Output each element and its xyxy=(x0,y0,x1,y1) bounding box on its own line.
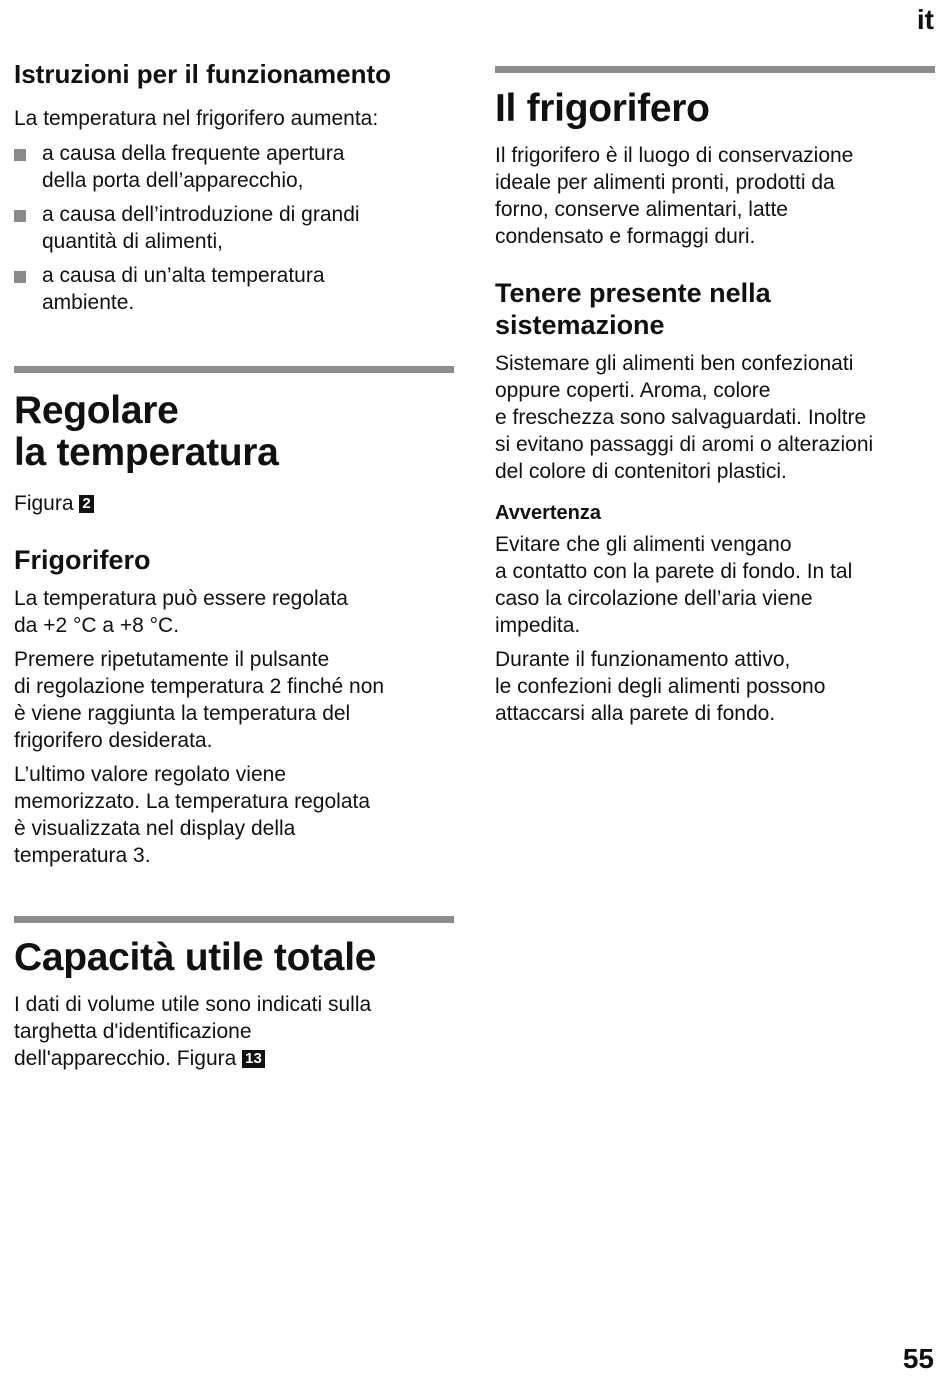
paragraph xyxy=(495,142,935,250)
text-line: da +2 °C a +8 °C. xyxy=(14,614,180,637)
figure-number-badge: 2 xyxy=(79,495,93,513)
text-line: ideale per alimenti pronti, prodotti da xyxy=(495,171,835,194)
subsection-title xyxy=(495,277,935,341)
figure-number-badge: 13 xyxy=(242,1050,265,1068)
text-line: temperatura 3. xyxy=(14,844,151,867)
paragraph xyxy=(14,646,454,754)
text-line: è viene raggiunta la temperatura del xyxy=(14,702,351,725)
section-capacita xyxy=(14,916,454,1072)
text-line: e freschezza sono salvaguardati. Inoltre xyxy=(495,406,867,429)
text-line: I dati di volume utile sono indicati sulla xyxy=(14,993,372,1016)
text-line: Il frigorifero è il luogo di conservazione xyxy=(495,144,854,167)
page-number: 55 xyxy=(902,1343,934,1374)
title-line: la temperatura xyxy=(14,431,279,474)
subsection-title: Frigorifero xyxy=(14,545,151,575)
section-title xyxy=(14,390,454,474)
text-line: impedita. xyxy=(495,614,581,637)
figure-label: Figura xyxy=(14,492,74,515)
text-line: dell'apparecchio. Figura xyxy=(14,1047,237,1070)
text-line: memorizzato. La temperatura regolata xyxy=(14,790,371,813)
text-line: forno, conserve alimentari, latte xyxy=(495,198,788,221)
note-title: Avvertenza xyxy=(495,502,601,524)
text-line: Evitare che gli alimenti vengano xyxy=(495,533,792,556)
text-line: frigorifero desiderata. xyxy=(14,729,213,752)
text-line: di regolazione temperatura 2 finché non xyxy=(14,675,385,698)
square-bullet-icon xyxy=(14,149,26,161)
text-line: La temperatura può essere regolata xyxy=(14,587,348,610)
text-line: è visualizzata nel display della xyxy=(14,817,296,840)
language-label: it xyxy=(916,4,934,35)
text-line: le confezioni degli alimenti possono xyxy=(495,675,826,698)
text-line: attaccarsi alla parete di fondo. xyxy=(495,702,776,725)
section-title: Il frigorifero xyxy=(495,87,710,130)
list-item xyxy=(14,140,454,194)
list-item-line: ambiente. xyxy=(42,291,135,314)
bullet-list xyxy=(14,140,454,316)
section-divider xyxy=(14,366,454,373)
text-line: a contatto con la parete di fondo. In tal xyxy=(495,560,853,583)
text-line: condensato e formaggi duri. xyxy=(495,225,756,248)
section-title: Capacità utile totale xyxy=(14,936,377,979)
paragraph xyxy=(14,991,454,1072)
list-item-line: a causa dell’introduzione di grandi xyxy=(42,203,360,226)
section-divider xyxy=(14,916,454,923)
section-il-frigorifero xyxy=(495,66,935,727)
paragraph xyxy=(495,531,935,639)
title-line: Regolare xyxy=(14,389,179,432)
text-line: oppure coperti. Aroma, colore xyxy=(495,379,771,402)
list-item-line: della porta dell’apparecchio, xyxy=(42,169,304,192)
list-item-line: a causa della frequente apertura xyxy=(42,142,345,165)
section-regolare xyxy=(14,366,454,869)
title-line: sistemazione xyxy=(495,310,665,340)
figure-reference xyxy=(14,490,454,517)
square-bullet-icon xyxy=(14,271,26,283)
text-line: Premere ripetutamente il pulsante xyxy=(14,648,330,671)
section-title: Istruzioni per il funzionamento xyxy=(14,59,391,89)
paragraph xyxy=(14,761,454,869)
paragraph xyxy=(495,646,935,727)
list-item-line: quantità di alimenti, xyxy=(42,230,223,253)
section-divider xyxy=(495,66,935,73)
list-item xyxy=(14,201,454,255)
paragraph xyxy=(495,350,935,485)
text-line: Sistemare gli alimenti ben confezionati xyxy=(495,352,854,375)
list-item xyxy=(14,262,454,316)
text-line: caso la circolazione dell’aria viene xyxy=(495,587,813,610)
list-item-line: a causa di un’alta temperatura xyxy=(42,264,325,287)
text-line: targhetta d'identificazione xyxy=(14,1020,252,1043)
paragraph xyxy=(14,585,454,639)
section-istruzioni xyxy=(14,58,454,316)
square-bullet-icon xyxy=(14,210,26,222)
intro-text: La temperatura nel frigorifero aumenta: xyxy=(14,107,379,130)
text-line: L’ultimo valore regolato viene xyxy=(14,763,286,786)
text-line: del colore di contenitori plastici. xyxy=(495,460,787,483)
title-line: Tenere presente nella xyxy=(495,278,771,308)
text-line: Durante il funzionamento attivo, xyxy=(495,648,791,671)
text-line: si evitano passaggi di aromi o alterazioni xyxy=(495,433,874,456)
